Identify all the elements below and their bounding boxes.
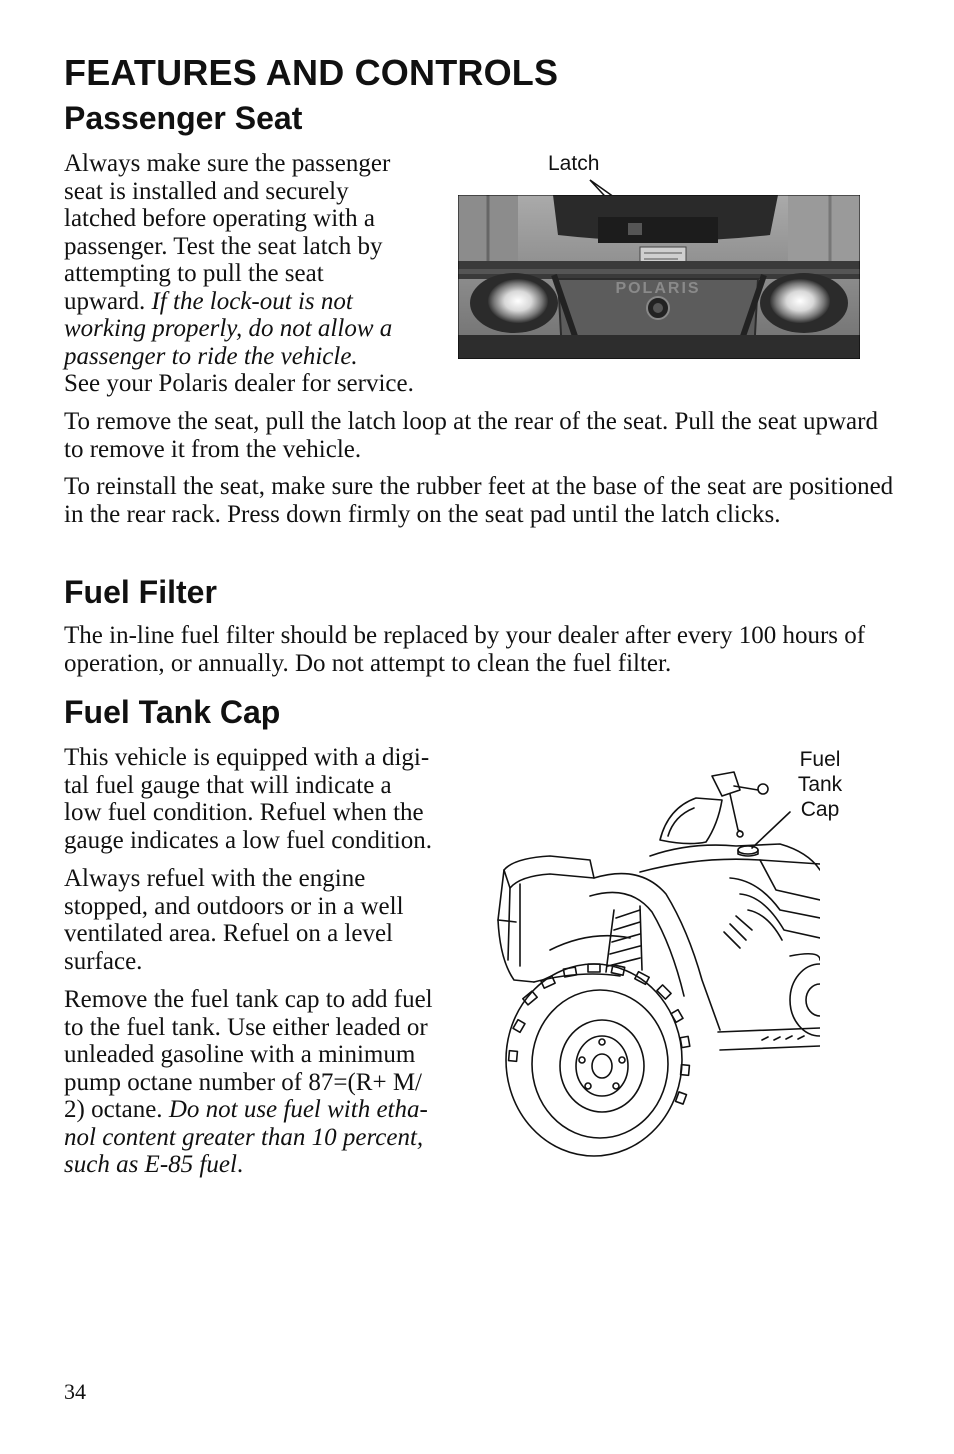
text-line: unleaded gasoline with a minimum bbox=[64, 1041, 416, 1068]
warning-text: such as E-85 fuel bbox=[64, 1151, 237, 1178]
text-line: Remove the fuel tank cap to add fuel bbox=[64, 986, 433, 1013]
reinstall-seat-paragraph: To reinstall the seat, make sure the rubber feet at the base of the seat are positioned in the rear rack. Press down firmly on the seat pad until the latch clicks. bbox=[64, 473, 894, 528]
text-line: to the fuel tank. Use either leaded or bbox=[64, 1013, 428, 1041]
text-line: tal fuel gauge that will indicate a bbox=[64, 771, 392, 799]
text-line: stopped, and outdoors or in a well bbox=[64, 892, 404, 920]
atv-fuel-tank-cap-illustration bbox=[490, 760, 820, 1160]
text-line: ventilated area. Refuel on a level bbox=[64, 920, 394, 947]
text-line bbox=[64, 1151, 433, 1179]
text-line bbox=[64, 315, 414, 343]
refuel-safety-paragraph bbox=[64, 865, 404, 975]
text-fragment: 2) octane. bbox=[64, 1096, 169, 1123]
text-fragment: upward. bbox=[64, 287, 152, 315]
fuel-filter-paragraph: The in-line fuel filter should be replaced by your dealer after every 100 hours of operation, or annually. Do not attempt to clean the fuel filter. bbox=[64, 622, 866, 677]
section-heading-fuel-tank-cap: Fuel Tank Cap bbox=[64, 694, 281, 730]
text-line: See your Polaris dealer for service. bbox=[64, 370, 414, 397]
warning-text: working properly, do not allow a bbox=[64, 315, 393, 342]
text-line: attempting to pull the seat bbox=[64, 260, 324, 287]
text-line bbox=[64, 1096, 433, 1124]
text-line: low fuel condition. Refuel when the bbox=[64, 799, 424, 826]
text-line: seat is installed and securely bbox=[64, 177, 349, 205]
warning-text: passenger to ride the vehicle. bbox=[64, 342, 358, 370]
passenger-seat-latch-photo bbox=[458, 195, 860, 359]
text-line: latched before operating with a bbox=[64, 205, 375, 232]
page-number: 34 bbox=[64, 1379, 86, 1404]
warning-text: If the lock-out is not bbox=[151, 287, 353, 315]
text-line: surface. bbox=[64, 947, 143, 975]
label-line: Cap bbox=[800, 798, 840, 821]
latch-callout-label: Latch bbox=[548, 152, 600, 175]
section-heading-passenger-seat: Passenger Seat bbox=[64, 100, 303, 136]
fuel-gauge-paragraph bbox=[64, 744, 432, 854]
text-line: This vehicle is equipped with a digi- bbox=[64, 744, 430, 771]
label-line: Tank bbox=[797, 773, 843, 796]
fuel-type-paragraph bbox=[64, 986, 433, 1179]
text-line: passenger. Test the seat latch by bbox=[64, 232, 383, 260]
remove-seat-paragraph: To remove the seat, pull the latch loop at the rear of the seat. Pull the seat upward to remove it from the vehicle. bbox=[64, 408, 878, 463]
text-line: Always refuel with the engine bbox=[64, 865, 366, 892]
page-title: FEATURES AND CONTROLS bbox=[64, 52, 559, 93]
section-heading-fuel-filter: Fuel Filter bbox=[64, 574, 217, 610]
text-line: gauge indicates a low fuel condition. bbox=[64, 826, 432, 854]
text-line bbox=[64, 343, 414, 371]
text-line: Always make sure the passenger bbox=[64, 150, 391, 177]
text-line bbox=[64, 1124, 433, 1152]
warning-text: Do not use fuel with etha- bbox=[168, 1096, 428, 1123]
text-fragment: . bbox=[236, 1151, 244, 1178]
text-line: pump octane number of 87=(R+ M/ bbox=[64, 1068, 422, 1096]
label-line: Fuel bbox=[799, 748, 841, 771]
text-line bbox=[64, 288, 414, 316]
polaris-logo: POLARIS bbox=[615, 280, 701, 297]
warning-text: nol content greater than 10 percent, bbox=[64, 1123, 424, 1151]
